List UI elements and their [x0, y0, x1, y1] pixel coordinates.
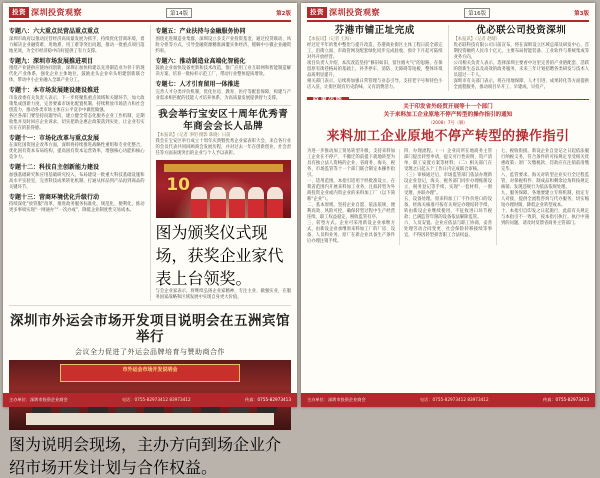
section-tag-policy: 政策法规: [307, 97, 349, 99]
story-body: 优必联科技有限公司日前宣布，将在深圳设立区域总部及研发中心，首期投资额约人民币十亿元，主要布局智能装备、工业软件与系统集成等业务方向。: [453, 43, 589, 60]
photo-caption: 图为颁奖仪式现场，获奖企业家代表上台领奖。: [155, 222, 284, 288]
footer-phone: 电话：0755-82973412 83973412: [121, 397, 191, 402]
footer-fax: 传真：0755-82973413: [244, 397, 291, 402]
article-body: 加强基础研究和应用基础研究投入，布局建设一批重大科技基础设施和高水平实验室，完善科技成果转化机制，打通从样品到产品再到商品的关键环节。: [9, 172, 145, 190]
story-headline: 芬港市铺正址完成: [334, 25, 415, 36]
page-label: 第14版: [166, 8, 192, 18]
award-byline: 【本报讯】（记者 李明 摄影 陈晓）日前: [155, 132, 231, 138]
policy-para: 六、人员安置。企业应依法与职工协商，妥善处理劳动合同变更、社会保险转移接续等事宜，不得因转型损害职工合法权益。: [404, 221, 492, 238]
article-body: 持续深化“放管服”改革，推进政务服务标准化、规范化、便利化，推动更多事项实现“一网通办”“一次办成”，降低企业制度性交易成本。: [9, 202, 145, 213]
stage-screen: [60, 364, 241, 382]
person-figure: [248, 187, 264, 217]
kicker-line-2: 关于来料加工企业原地不停产转型的操作指引的通知: [383, 112, 513, 118]
right-top-stories: [307, 25, 589, 91]
document-kicker: [307, 103, 589, 119]
left-col-1: [9, 25, 145, 301]
article-body: 围绕产业链供应链协同创新，深圳正加快构建以先进制造业为骨干的现代化产业体系，强化企业主体地位，鼓励龙头企业牵头组建创新联合体，带动中小企业融入全球产业分工。: [9, 66, 145, 83]
person-figure: [210, 187, 226, 217]
feature-subheadline: 会议全力促进了外运会品牌培育与赞助商合作: [75, 347, 225, 356]
section-tag-row: [307, 95, 589, 100]
story-body: 公司相关负责人表示，选择深圳主要看中这里完善的产业链配套、活跃的创新生态以及高效的政务服务，未来三年计划招聘各类研发与技术人员超过一千人。: [453, 61, 589, 78]
logo-badge: 投资: [9, 7, 29, 18]
screen-text: 市外运会市场开发说明会: [122, 366, 178, 373]
policy-para: 三、转型方式。企业可采用新设企业承继方式，由新设企业承继原来料加工厂的厂房、设备、人员和业务，原厂在新企业具备生产条件后办理注销手续。: [307, 221, 395, 244]
policy-para: 十、本指引自印发之日起施行，此前有关规定与本指引不一致的，按本指引执行。执行中遇到的问题，请及时反馈省商务主管部门。: [501, 209, 589, 226]
story-port: [307, 25, 443, 91]
article-body-cont: 各区各部门要坚持问题导向，建立健全常态化服务企业工作机制，定期收集并及时回应企业诉求，切实把助企惠企政策落到实处，让企业有实实在在的获得感。: [9, 113, 145, 131]
photo-caption: 图为说明会现场，主办方向到场企业介绍市场开发计划与合作权益。: [9, 434, 282, 477]
policy-para: 四、办理流程。（一）企业向所在地商务主管部门提出转型申请，提交可行性说明、资产清单、职工安置方案等材料；（二）相关部门在受理之日起五个工作日内完成联合审核。: [404, 149, 492, 172]
award-headline: 我会举行宝安区十周年优秀青年商会会长人品牌: [158, 108, 289, 132]
policy-para: 九、服务保障。各地要建立专班机制，指定专人对接，提供全流程咨询与代办服务，切实缩短办理时限，降低企业转型成本。: [501, 191, 589, 208]
stage-banner: [164, 164, 283, 172]
feature-headline: 深圳市外运会市场开发项目说明会在五洲宾馆举行: [10, 312, 290, 345]
article-head: 专题五：产业扶持与金融服务协同: [155, 28, 246, 35]
front-table: [26, 413, 274, 426]
footer-left: [3, 393, 297, 407]
policy-para: 七、税收衔接。新设企业自登记之日起依法履行纳税义务，符合条件的可按规定享受相关优惠政策；原厂欠缴税款、罚款应在注销前清缴完毕。: [501, 149, 589, 172]
article-body: 完善人才分类评价机制，优化住房、教育、医疗等配套保障，构建与产业需求相匹配的技能人才培养体系，为高质量发展提供智力支撑。: [155, 89, 291, 101]
column-divider: [496, 149, 497, 245]
column-divider: [150, 25, 151, 301]
anniversary-number-icon: 10: [166, 174, 190, 195]
person-figure: [191, 187, 207, 217]
logo-title: 深圳投资观察: [329, 8, 380, 17]
page-number: 第2版: [276, 10, 291, 17]
article-head: 专题七：人才引育留用一体推进: [155, 81, 240, 88]
footer-right: [301, 393, 595, 407]
story-body: 经过近半年的集中整治与提升改造，芬港商业街区主体工程日前全部完工，沿街立面、市政管网及配套绿化同步完成验收，预计下月起可陆续对外开放经营。: [307, 43, 443, 60]
logo-badge: 投资: [307, 7, 327, 18]
article-body: 鼓励企业加快设备更新和技术改造，推广应用工业互联网和智能制造解决方案，培育一批标杆示范工厂，带动行业整体提质增效。: [155, 66, 291, 77]
policy-col-1: [307, 149, 395, 245]
article-head: 专题十二：科技自主创新能力建设: [9, 164, 100, 171]
policy-para: 八、监管要求。海关对转型企业实行全过程监管，对保税料件、制成品和剩余边角料按规定核销；发现违规行为依法依规处理。: [501, 173, 589, 190]
article-body: 市发改委有关负责人表示，下一步将聚焦重点领域和关键环节，加大政策集成创新力度，完善要素市场化配置机制，持续释放市场活力和社会创造力，推动各类市场主体在公平竞争中做优做强。: [9, 95, 145, 113]
left-col-2: [156, 25, 292, 301]
left-feature: [9, 305, 291, 478]
story-body: 相关部门表示，后续将加强日常管理与业态引导，支持老字号和特色小店入驻，让街区既有历史韵味，又有消费活力。: [307, 79, 443, 90]
policy-columns: [307, 149, 589, 245]
article-head: 专题十三：营商环境优化升级行动: [9, 193, 100, 201]
masthead-right: [307, 7, 589, 22]
kicker-line-1: 关于印发省外经贸开展等十一个部门: [403, 104, 493, 110]
article-head: 专题六：推动制造业高端化智能化: [155, 57, 246, 65]
newspaper-logo: [307, 7, 380, 18]
footer-phone: 电话：0755-82973412 83973412: [419, 397, 489, 402]
person-figure: [229, 187, 245, 217]
award-ceremony-photo: [156, 160, 292, 218]
article-body: 在深化国资国企改革方面，深圳将持续推进战略性重组和专业化整合，优化国有资本布局结构，提高国有资本运营效率，增强核心功能和核心竞争力。: [9, 143, 145, 160]
award-body-cont: 与会企业家表示，将继续弘扬企业家精神，专注主业、做强实业，在服务国家战略和区域发展中实现自身更大价值。: [155, 288, 291, 300]
story-investment: [454, 25, 590, 91]
story-headline: 优必联公司投资深圳: [476, 25, 567, 36]
article-head: 专题十一：市场化改革与重点发展: [9, 134, 100, 142]
story-body: 深圳市有关部门表示，将在用地保障、人才引进、成果转化等方面提供全流程服务，推动项目早开工、早建成、早投产。: [453, 79, 589, 90]
policy-para: 二、基本原则。坚持企业自愿、依法依规、便利高效、风险可控，确保转型过程中生产经营连续、职工权益稳定、税收监管有序。: [307, 203, 395, 220]
masthead-left: [9, 7, 291, 22]
footer-fax: 传真：0755-82973413: [542, 397, 589, 402]
policy-para: 一、适用范围。本指引适用于经批准设立、在我省范围内开展来料加工业务，且拟转型为外商投资企业或内资企业的来料加工厂（以下简称“企业”）。: [307, 179, 395, 202]
footer-publisher: 主办单位：深圳市投资企业商会: [9, 397, 68, 402]
column-divider: [448, 25, 449, 91]
policy-para: 五、设备处理。原来料加工厂不作价进口的设备，经海关核准可按有关规定办理结转手续，转由新设企业继续使用，不征收进口环节税款；已满监管年限的设备依法解除监管。: [404, 197, 492, 220]
left-page: [3, 3, 297, 477]
story-byline: 【本报讯】（记者 王海）: [307, 37, 354, 42]
policy-col-2: [404, 149, 492, 245]
award-body: 我会在宝安区举行成立十周年庆典暨优秀企业家表彰大会，来自各行业的会员代表共同回顾商会发展历程，并对过去一年在创新创业、社会责任等方面表现突出的企业与个人予以表彰。: [155, 138, 291, 156]
article-head: 专题九：深圳市场发展推进项目: [9, 57, 94, 65]
article-body: 深圳市政府以推动民营经济高质量发展为抓手，持续优化营商环境，着力解决企业融资难、用地难、用工难等突出问题，推动一批重点项目落地见效，为全市经济稳中向好提供了有力支撑。: [9, 36, 145, 54]
newspaper-logo: [9, 7, 82, 18]
left-page-columns: [9, 25, 291, 301]
page-label: 第16版: [464, 8, 490, 18]
policy-para: （三）审核通过后，市场监管部门依法办理新设企业登记，海关、税务部门同步办理账册设立、税务登记等手续，实现“一套材料、一窗受理、并联办理”。: [404, 173, 492, 196]
story-byline: 【本报讯】（记者 赵晴）: [453, 37, 500, 42]
story-body: 项目负责人介绍，本次改造坚持“修旧如旧、留住烟火气”的思路，在保留原有街巷格局的基础上，补齐停车、消防、无障碍等短板，整体环境品质明显提升。: [307, 61, 443, 78]
document-number: （2008）7号（稿）: [428, 121, 468, 126]
article-head: 专题十：本市场发展建设建设推进: [9, 87, 100, 94]
person-figure: [267, 187, 283, 217]
page-number: 第3版: [574, 10, 589, 17]
section-rule: [156, 105, 292, 106]
policy-headline: 来料加工企业原地不停产转型的操作指引: [326, 129, 570, 144]
article-head: 专题八：六大重点民营品重点重点: [9, 28, 100, 35]
column-divider: [399, 149, 400, 245]
right-page: [301, 3, 595, 407]
article-body: 围绕先进制造业集群，深圳设立多支产业投资基金，通过投贷联动、风险分担等方式，引导金融资源精准滴灌实体经济，缓解中小微企业融资约束。: [155, 36, 291, 54]
policy-para: 为进一步推动加工贸易转型升级，支持来料加工企业在不停产、不搬迁的前提下就地转型为具有独立法人资格的企业，省商务、海关、税务、市场监管等十一个部门联合制定本操作指引。: [307, 149, 395, 178]
footer-publisher: 主办单位：深圳市投资企业商会: [307, 397, 366, 402]
logo-title: 深圳投资观察: [31, 8, 82, 17]
policy-col-3: [501, 149, 589, 245]
